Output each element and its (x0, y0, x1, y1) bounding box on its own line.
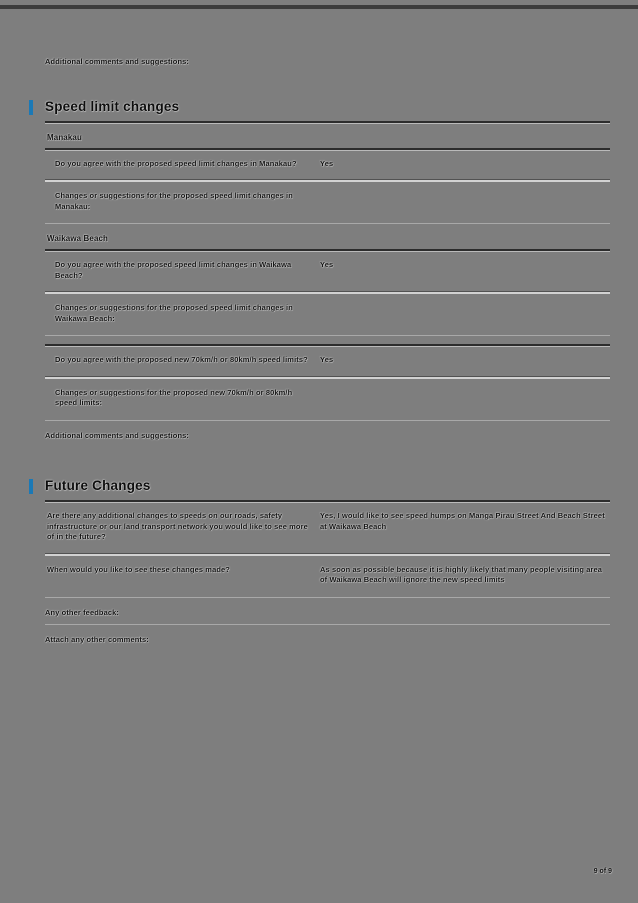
question-label: Changes or suggestions for the proposed speed limit changes in Waikawa Beach: (55, 303, 293, 323)
qa-row (45, 502, 610, 554)
subsection-waikawa-beach (45, 224, 610, 336)
qa-row (45, 379, 610, 420)
answer-value (320, 388, 610, 409)
additional-comments-label: Additional comments and suggestions: (45, 430, 190, 440)
qa-row (45, 251, 610, 292)
answer-value: Yes (320, 260, 334, 270)
section-title: Speed limit changes (45, 98, 180, 114)
answer-value: Yes (320, 355, 334, 365)
subsection-title: Manakau (47, 132, 82, 142)
answer-value (320, 191, 610, 212)
qa-row (45, 556, 610, 597)
subsection-manakau (45, 123, 610, 225)
qa-row (45, 182, 610, 223)
section-future-changes (45, 478, 610, 652)
attach-comments-label: Attach any other comments: (45, 635, 149, 645)
section-accent-bar-icon (29, 479, 33, 494)
question-label: When would you like to see these changes made? (47, 564, 230, 574)
question-label: Are there any additional changes to speeds on our roads, safety infrastructure or our land transport network you would like to see more of in the future? (47, 511, 308, 542)
question-label: Do you agree with the proposed speed limit changes in Waikawa Beach? (55, 260, 292, 280)
subsection-70-80-limits (45, 336, 610, 421)
section-title: Future Changes (45, 478, 151, 494)
section-accent-bar-icon (29, 100, 33, 115)
continued-section-label: Additional comments and suggestions: (45, 57, 190, 66)
question-label: Do you agree with the proposed new 70km/h or 80km/h speed limits? (55, 355, 308, 365)
page-content (45, 0, 610, 652)
question-label: Changes or suggestions for the proposed speed limit changes in Manakau: (55, 191, 293, 211)
qa-row (45, 150, 610, 181)
section-heading (45, 478, 610, 493)
section-heading (45, 99, 610, 114)
qa-row (45, 294, 610, 335)
answer-value: Yes (320, 158, 334, 168)
other-feedback-label: Any other feedback: (45, 607, 119, 617)
answer-value (320, 303, 610, 324)
subsection-title (45, 336, 610, 344)
section-speed-limit-changes (45, 99, 610, 448)
question-label: Changes or suggestions for the proposed new 70km/h or 80km/h speed limits: (55, 387, 293, 408)
answer-value: As soon as possible because it is highly likely that many people visiting area of Waikawa Beach will ignore the new speed limits (320, 564, 603, 585)
question-label: Do you agree with the proposed speed limit changes in Manakau? (55, 158, 297, 168)
qa-row (45, 346, 610, 377)
page-number: 9 of 9 (593, 868, 612, 875)
subsection-title: Waikawa Beach (47, 234, 109, 244)
answer-value: Yes, I would like to see speed humps on Manga Pirau Street And Beach Street at Waikawa Beach (320, 511, 605, 531)
